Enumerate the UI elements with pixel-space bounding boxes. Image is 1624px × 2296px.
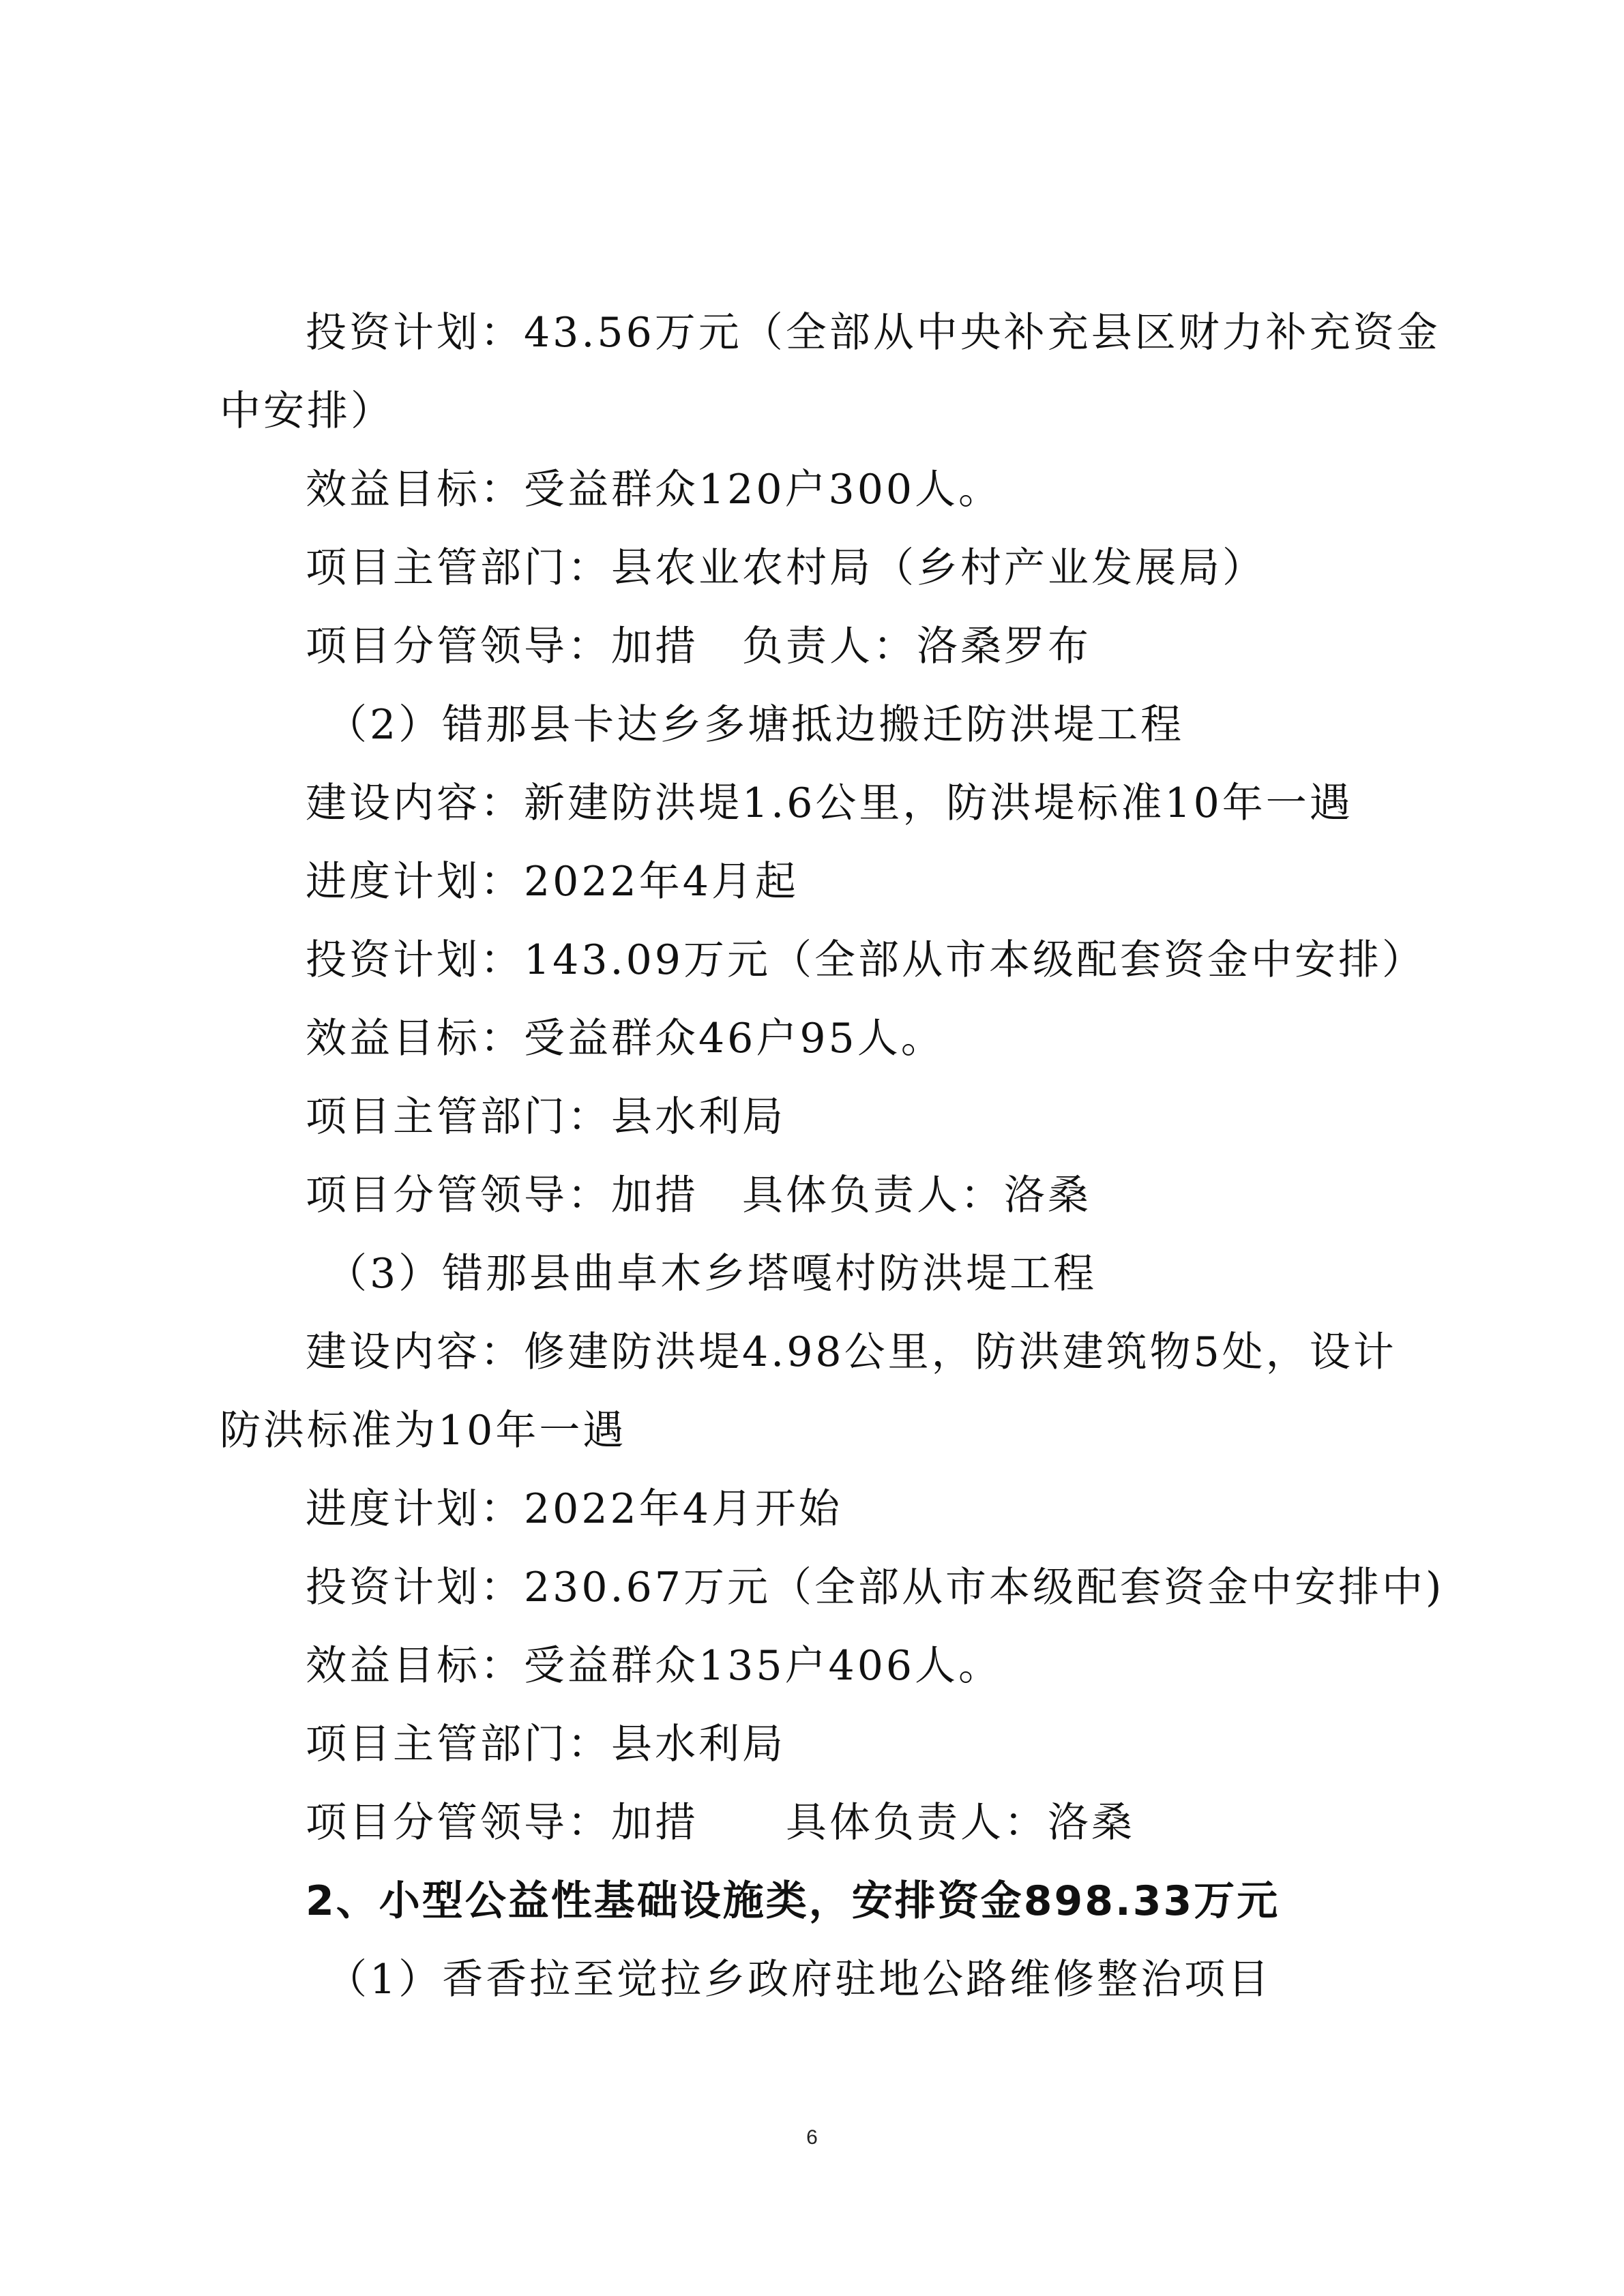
invest-plan-1-cont: 中安排） [220, 387, 394, 435]
page-number: 6 [806, 2126, 818, 2149]
invest-plan-2: 投资计划：143.09万元（全部从市本级配套资金中安排） [306, 936, 1426, 984]
schedule-2: 进度计划：2022年4月起 [306, 858, 799, 906]
leader-3: 项目分管领导：加措 具体负责人：洛桑 [306, 1799, 1135, 1847]
schedule-3: 进度计划：2022年4月开始 [306, 1485, 842, 1533]
invest-plan-3: 投资计划：230.67万元（全部从市本级配套资金中安排中) [306, 1564, 1445, 1611]
leader-1: 项目分管领导：加措 负责人：洛桑罗布 [306, 623, 1091, 670]
benefit-target-1: 效益目标：受益群众120户300人。 [306, 466, 1003, 513]
dept-2: 项目主管部门：县水利局 [306, 1093, 786, 1141]
content-3-cont: 防洪标准为10年一遇 [220, 1407, 627, 1455]
project-2-heading: （2）错那县卡达乡多塘抵边搬迁防洪堤工程 [326, 701, 1185, 749]
dept-3: 项目主管部门：县水利局 [306, 1720, 786, 1768]
content-2: 建设内容：新建防洪堤1.6公里，防洪堤标准10年一遇 [306, 779, 1353, 827]
benefit-target-2: 效益目标：受益群众46户95人。 [306, 1015, 945, 1062]
leader-2: 项目分管领导：加措 具体负责人：洛桑 [306, 1172, 1091, 1219]
dept-1: 项目主管部门：县农业农村局（乡村产业发展局） [306, 544, 1266, 592]
content-3: 建设内容：修建防洪堤4.98公里，防洪建筑物5处，设计 [306, 1328, 1397, 1376]
invest-plan-1: 投资计划：43.56万元（全部从中央补充县区财力补充资金 [306, 309, 1441, 357]
section-2-heading: 2、小型公益性基础设施类，安排资金898.33万元 [306, 1877, 1280, 1925]
section-2-item-1-heading: （1）香香拉至觉拉乡政府驻地公路维修整治项目 [326, 1956, 1272, 2003]
benefit-target-3: 效益目标：受益群众135户406人。 [306, 1642, 1003, 1690]
project-3-heading: （3）错那县曲卓木乡塔嘎村防洪堤工程 [326, 1250, 1097, 1298]
